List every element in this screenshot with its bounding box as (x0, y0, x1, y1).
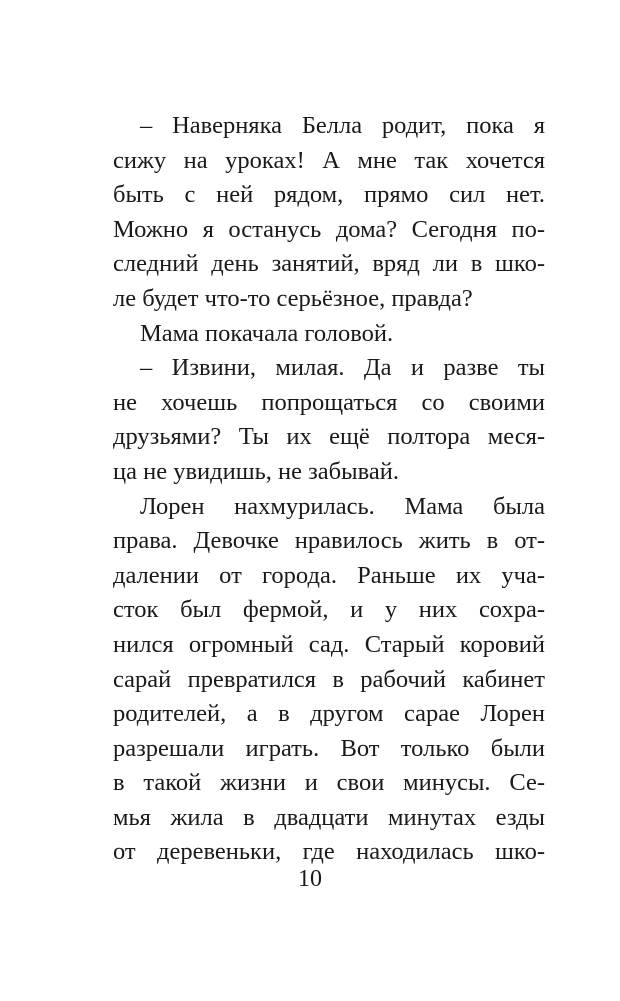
text-line: сижу на уроках! А мне так хочется (113, 146, 545, 174)
body-text (113, 109, 545, 870)
text-line: ле будет что-то серьёзное, правда? (113, 284, 473, 312)
text-line: Можно я останусь дома? Сегодня по- (113, 215, 545, 243)
text-line: разрешали играть. Вот только были (113, 734, 545, 762)
page-number: 10 (298, 866, 322, 892)
text-line: мья жила в двадцати минутах езды (113, 803, 545, 831)
text-line: права. Девочке нравилось жить в от- (113, 527, 545, 555)
text-line: Лорен нахмурилась. Мама была (140, 492, 545, 520)
text-line: не хочешь попрощаться со своими (113, 388, 545, 416)
text-line: сарай превратился в рабочий кабинет (113, 665, 545, 693)
text-line: ца не увидишь, не забывай. (113, 457, 399, 485)
text-line: Мама покачала головой. (140, 319, 394, 347)
text-line: – Извини, милая. Да и разве ты (140, 354, 545, 382)
text-line: следний день занятий, вряд ли в шко- (113, 250, 545, 278)
text-line: – Наверняка Белла родит, пока я (140, 112, 545, 139)
text-line: быть с ней рядом, прямо сил нет. (113, 181, 545, 209)
text-line: друзьями? Ты их ещё полтора меся- (113, 423, 545, 451)
text-line: от деревеньки, где находилась шко- (113, 838, 545, 866)
text-line: в такой жизни и свои минусы. Се- (113, 769, 545, 797)
text-line: сток был фермой, и у них сохра- (113, 596, 545, 624)
text-line: нился огромный сад. Старый коровий (113, 630, 545, 658)
text-line: родителей, а в другом сарае Лорен (113, 700, 545, 728)
text-line: далении от города. Раньше их уча- (113, 561, 545, 589)
